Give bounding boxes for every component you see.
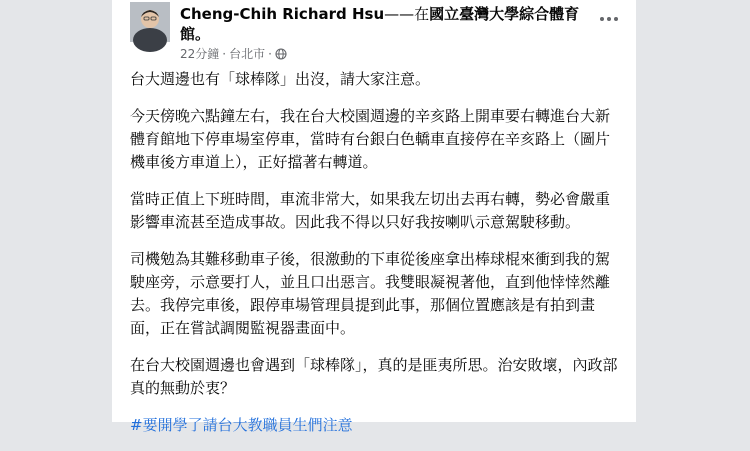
post-time[interactable]: 22分鐘 [180, 47, 220, 61]
location-separator: ——在 [384, 5, 430, 23]
globe-icon[interactable] [275, 48, 287, 60]
meta-dot: · [222, 47, 227, 61]
post-header-line2 [180, 24, 210, 44]
post-place[interactable]: 台北市 [229, 47, 266, 61]
dot-icon [607, 17, 611, 21]
post-paragraph: 在台大校園週邊也會遇到「球棒隊」，真的是匪夷所思。治安敗壞，內政部真的無動於衷？ [130, 356, 618, 397]
avatar[interactable] [130, 2, 170, 42]
avatar-photo [130, 2, 170, 42]
post-hashtag-line [130, 414, 622, 437]
post-paragraph: 當時正值上下班時間，車流非常大，如果我左切出去再右轉，勢必會嚴重影響車流甚至造成事故。因此我不得以只好我按喇叭示意駕駛移動。 [130, 190, 611, 231]
author-name[interactable]: Cheng-Chih Richard Hsu [180, 5, 385, 23]
more-options-button[interactable] [596, 10, 622, 28]
post-header [180, 4, 580, 24]
post-body [130, 68, 622, 451]
dot-icon [600, 17, 604, 21]
location-link[interactable]: 國立臺灣大學綜合體育 [429, 5, 580, 23]
post-paragraph: 台大週邊也有「球棒隊」出沒，請大家注意。 [130, 70, 431, 88]
hashtag-link[interactable]: #要開學了請台大教職員生們注意 [130, 416, 353, 434]
dot-icon [614, 17, 618, 21]
post-meta [180, 46, 287, 62]
post-card [112, 0, 636, 434]
location-end: 。 [195, 25, 211, 43]
post-paragraph: 今天傍晚六點鐘左右，我在台大校園週邊的辛亥路上開車要右轉進台大新體育館地下停車場室停車，當時有台銀白色轎車直接停在辛亥路上（圖片機車後方車道上），正好擋著右轉道。 [130, 107, 611, 171]
post-paragraph: 司機勉為其難移動車子後，很激動的下車從後座拿出棒球棍來衝到我的駕駛座旁，示意要打人，並且口出惡言。我雙眼凝視著他，直到他悻悻然離去。我停完車後，跟停車場管理員提到此事，那個位置應該是有拍到畫面，正在嘗試調閱監視器畫面中。 [130, 250, 611, 337]
meta-dot: · [268, 47, 272, 61]
location-link-continued[interactable]: 館 [180, 25, 196, 43]
